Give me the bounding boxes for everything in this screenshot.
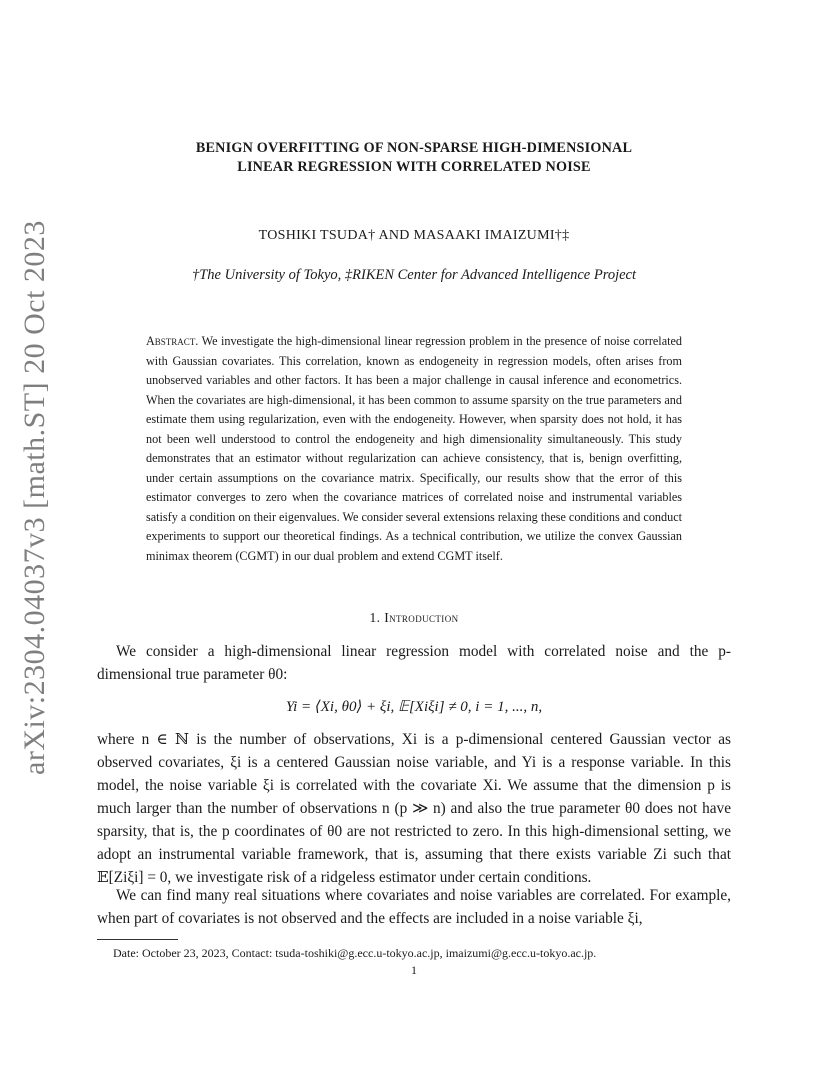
title-line-2: LINEAR REGRESSION WITH CORRELATED NOISE xyxy=(237,158,591,175)
footnote: Date: October 23, 2023, Contact: tsuda-toshiki@g.ecc.u-tokyo.ac.jp, imaizumi@g.ecc.u-tokyo.ac.jp. xyxy=(113,946,597,960)
authors: TOSHIKI TSUDA† AND MASAAKI IMAIZUMI†‡ xyxy=(258,228,570,243)
affiliation: †The University of Tokyo, ‡RIKEN Center for Advanced Intelligence Project xyxy=(191,267,637,283)
arxiv-stamp: arXiv:2304.04037v3 [math.ST] 20 Oct 2023 xyxy=(18,220,51,775)
intro-paragraph-3: We can find many real situations where covariates and noise variables are correlated. For example, when part of covariates is not observed and the effects are included in a noise variable ξi, xyxy=(97,887,731,927)
abstract xyxy=(146,332,682,566)
intro-paragraph-1: We consider a high-dimensional linear regression model with correlated noise and the p-dimensional true parameter θ0: xyxy=(97,643,731,683)
page-number: 1 xyxy=(411,963,417,977)
model-equation: Yi = ⟨Xi, θ0⟩ + ξi, 𝔼[Xiξi] ≠ 0, i = 1, ..., n, xyxy=(285,699,543,715)
paper-title xyxy=(0,139,828,176)
section-heading: 1. Introduction xyxy=(369,610,459,625)
intro-paragraph-2: where n ∈ ℕ is the number of observations, Xi is a p-dimensional centered Gaussian vector as observed covariates, ξi is a centered Gaussian noise variable, and Yi is a response variable. In this model, the noise variable ξi is correlated with the covariate Xi. We assume that the dimension p is much larger than the number of observations n (p ≫ n) and also the true parameter θ0 does not have sparsity, that is, the p coordinates of θ0 are not restricted to zero. In this high-dimensional setting, we adopt an instrumental variable framework, that is, assuming that there exists variable Zi such that 𝔼[Ziξi] = 0, we investigate risk of a ridgeless estimator under certain conditions. xyxy=(97,731,731,886)
title-line-1: BENIGN OVERFITTING OF NON-SPARSE HIGH-DIMENSIONAL xyxy=(195,140,633,156)
abstract-label: Abstract. xyxy=(146,334,199,348)
abstract-text: We investigate the high-dimensional linear regression problem in the presence of noise correlated with Gaussian covariates. This correlation, known as endogeneity in regression models, often arises from unobserved variables and other factors. It has been a major challenge in causal inference and econometrics. When the covariates are high-dimensional, it has been common to assume sparsity on the true parameters and estimate them using regularization, even with the endogeneity. However, when sparsity does not hold, it has not been well understood to control the endogeneity and high dimensionality simultaneously. This study demonstrates that an estimator without regularization can achieve consistency, that is, benign overfitting, under certain assumptions on the covariance matrix. Specifically, our results show that the error of this estimator converges to zero when the covariance matrices of correlated noise and instrumental variables satisfy a condition on their eigenvalues. We consider several extensions relaxing these conditions and conduct experiments to support our theoretical findings. As a technical contribution, we utilize the convex Gaussian minimax theorem (CGMT) in our dual problem and extend CGMT itself. xyxy=(146,334,682,563)
footnote-rule xyxy=(97,939,178,940)
